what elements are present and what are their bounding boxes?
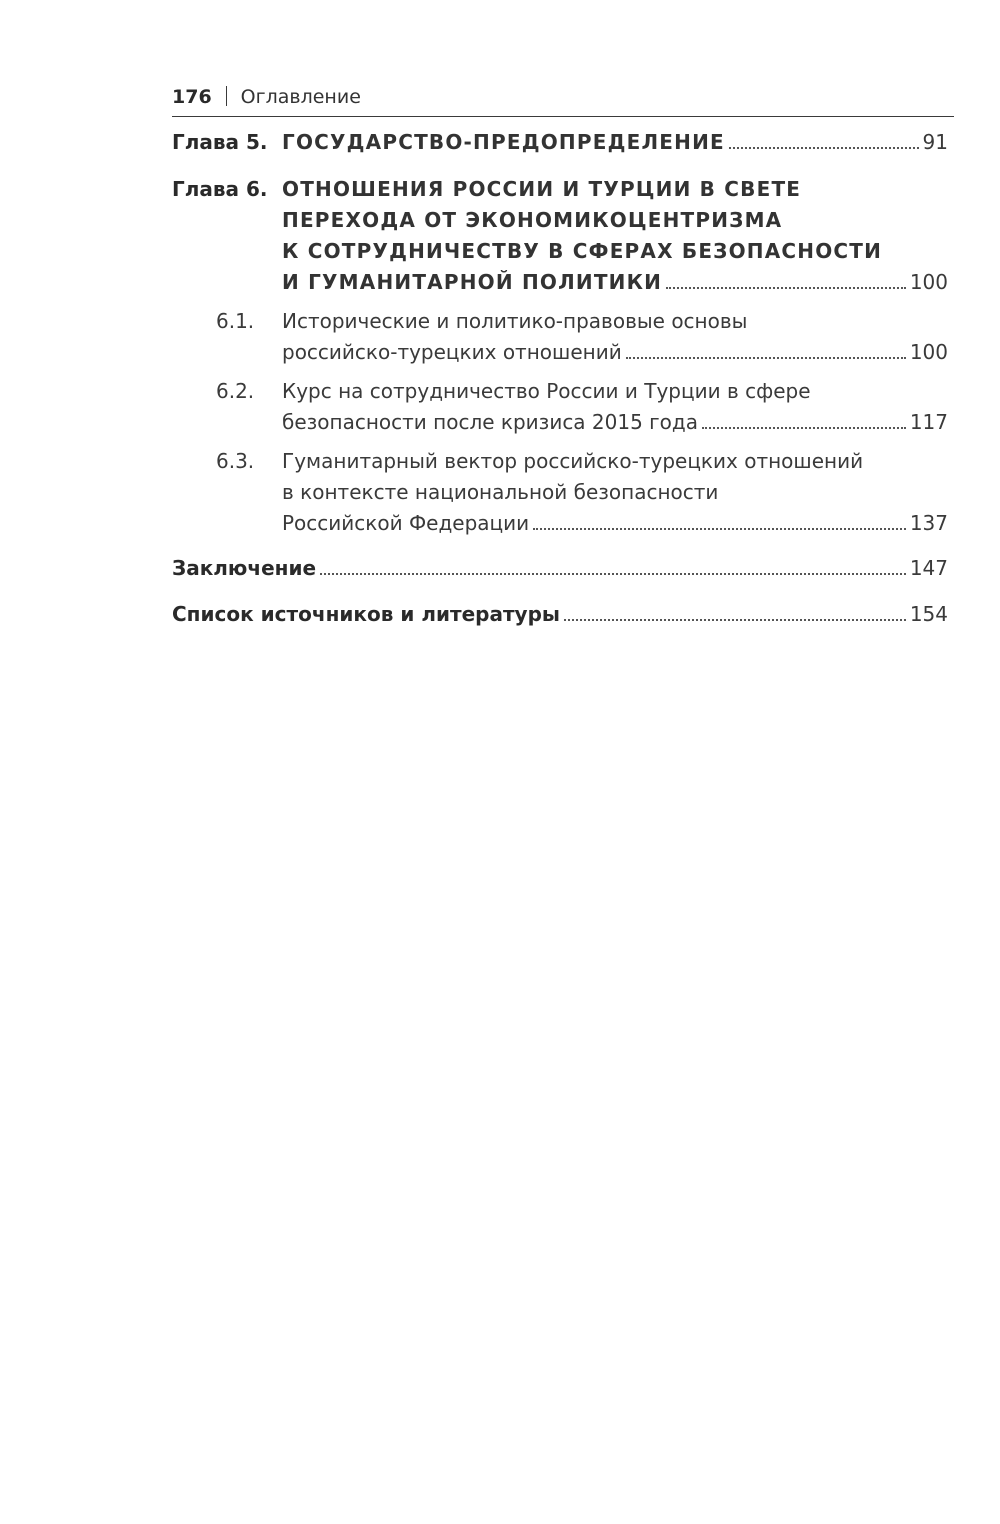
chapter-title-line [282,267,948,298]
chapter-title [282,127,948,158]
page-ref: 100 [909,270,948,294]
toc-entry-section-6-2[interactable] [172,376,948,438]
leader-dots [533,528,906,530]
leader-dots [729,147,919,149]
section-title-text: безопасности после кризиса 2015 года [282,410,699,434]
page-ref: 91 [922,130,948,154]
conclusion-title: Заключение [172,556,317,580]
chapter-title-line: К СОТРУДНИЧЕСТВУ В СФЕРАХ БЕЗОПАСНОСТИ [282,239,883,263]
chapter-title-line: ОТНОШЕНИЯ РОССИИ И ТУРЦИИ В СВЕТЕ [282,177,802,201]
section-title [282,446,948,539]
section-title-text: российско-турецких отношений [282,340,622,364]
chapter-title [282,174,948,298]
running-head-title: Оглавление [240,86,361,108]
section-title-line: Курс на сотрудничество России и Турции в сфере [282,379,811,403]
section-title [282,376,948,438]
chapter-title-text: ГОСУДАРСТВО-ПРЕДОПРЕДЕЛЕНИЕ [282,130,725,154]
section-title-line: Исторические и политико-правовые основы [282,309,748,333]
page-ref: 154 [909,602,948,626]
page-ref: 100 [909,340,948,364]
leader-dots [320,573,906,575]
toc-entry-section-6-3[interactable] [172,446,948,539]
toc-entry-conclusion[interactable] [172,553,948,584]
page-ref: 147 [909,556,948,580]
header-rule [172,116,954,117]
section-number: 6.3. [216,449,255,473]
section-title-line: Гуманитарный вектор российско-турецких отношений [282,449,864,473]
chapter-label: Глава 5. [172,130,268,154]
table-of-contents [172,124,948,630]
leader-dots [626,357,906,359]
leader-dots [702,427,906,429]
chapter-title-line: ПЕРЕХОДА ОТ ЭКОНОМИКОЦЕНТРИЗМА [282,208,783,232]
page-ref: 117 [909,410,948,434]
section-number: 6.1. [216,309,255,333]
section-title-line [282,407,948,438]
chapter-title-text: И ГУМАНИТАРНОЙ ПОЛИТИКИ [282,270,663,294]
section-title-text: Российской Федерации [282,511,530,535]
section-title-line [282,337,948,368]
chapter-label: Глава 6. [172,177,268,201]
page-number: 176 [172,86,212,108]
toc-entry-chapter-6[interactable] [172,174,948,298]
section-title [282,306,948,368]
bibliography-title: Список источников и литературы [172,602,560,626]
chapter-title-line [282,127,948,158]
leader-dots [666,287,906,289]
section-title-line: в контексте национальной безопасности [282,480,719,504]
leader-dots [564,619,906,621]
header-separator [226,86,227,106]
toc-entry-chapter-5[interactable] [172,127,948,158]
page-ref: 137 [909,511,948,535]
section-title-line [282,508,948,539]
running-head [172,82,954,112]
section-number: 6.2. [216,379,255,403]
toc-entry-bibliography[interactable] [172,599,948,630]
toc-entry-section-6-1[interactable] [172,306,948,368]
